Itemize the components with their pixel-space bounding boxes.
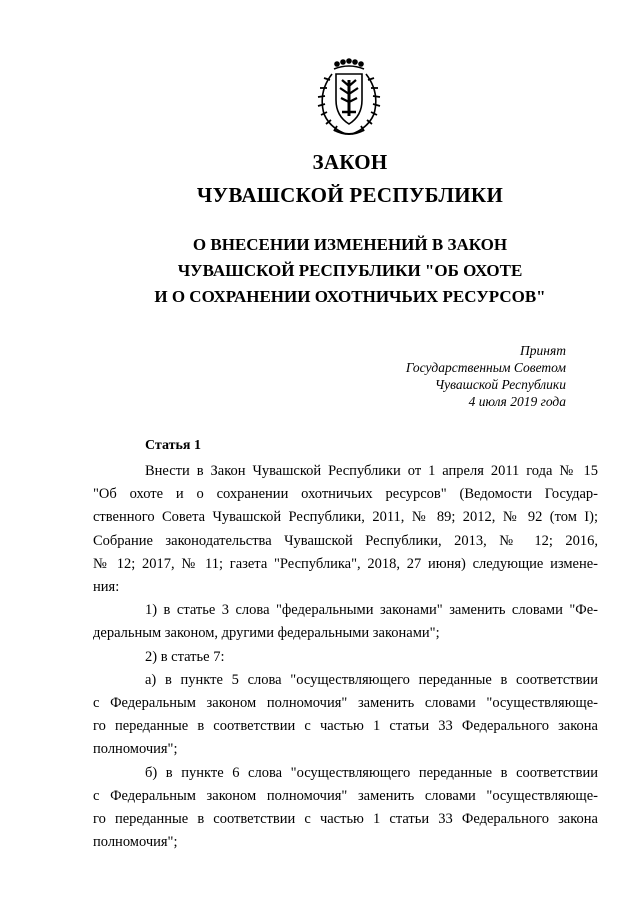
paragraph — [93, 460, 598, 599]
text-line: Собрание законодательства Чувашской Республики, 2013, № 12; 2016, — [93, 532, 598, 549]
law-subtitle-line-3: И О СОХРАНЕНИИ ОХОТНИЧЬИХ РЕСУРСОВ" — [154, 287, 546, 306]
paragraph — [93, 599, 598, 645]
text-line: го переданные в соответствии с частью 1 статьи 33 Федерального закона — [93, 811, 598, 828]
text-line: б) в пункте 6 слова "осуществляющего переданные в соответствии — [145, 764, 598, 781]
republic-title: ЧУВАШСКОЙ РЕСПУБЛИКИ — [196, 183, 504, 207]
paragraph — [93, 646, 598, 669]
law-title: ЗАКОН — [312, 150, 388, 174]
text-line: № 12; 2017, № 11; газета "Республика", 2018, 27 июня) следующие измене- — [93, 555, 598, 572]
paragraph — [93, 762, 598, 855]
adoption-line: Чувашской Республики — [434, 377, 566, 392]
article-body — [93, 460, 598, 854]
paragraph — [93, 669, 598, 762]
text-line: ственного Совета Чувашской Республики, 2011, № 89; 2012, № 92 (том I); — [93, 509, 598, 526]
text-line: с Федеральным законом полномочия" заменить словами "осуществляюще- — [93, 695, 598, 712]
law-subtitle-line-1: О ВНЕСЕНИИ ИЗМЕНЕНИЙ В ЗАКОН — [192, 235, 508, 254]
text-line: ния: — [93, 579, 120, 596]
adoption-line: Принят — [520, 343, 566, 358]
text-line: "Об охоте и о сохранении охотничьих ресурсов" (Ведомости Государ- — [93, 486, 598, 503]
adoption-date: 4 июля 2019 года — [468, 394, 566, 409]
text-line: 1) в статье 3 слова "федеральными законами" заменить словами "Фе- — [145, 602, 598, 619]
adoption-line: Государственным Советом — [405, 360, 566, 375]
text-line: деральным законом, другими федеральными законами"; — [93, 625, 440, 642]
text-line: с Федеральным законом полномочия" заменить словами "осуществляюще- — [93, 787, 598, 804]
adoption-note — [380, 342, 566, 410]
text-line: а) в пункте 5 слова "осуществляющего переданные в соответствии — [145, 671, 598, 688]
text-line: полномочия"; — [93, 741, 178, 758]
law-subtitle-line-2: ЧУВАШСКОЙ РЕСПУБЛИКИ "ОБ ОХОТЕ — [177, 261, 523, 280]
text-line: го переданные в соответствии с частью 1 статьи 33 Федерального закона — [93, 718, 598, 735]
text-line: полномочия"; — [93, 834, 178, 851]
text-line: 2) в статье 7: — [145, 648, 225, 665]
coat-of-arms-emblem — [312, 58, 386, 140]
text-line: Внести в Закон Чувашской Республики от 1 апреля 2011 года № 15 — [145, 463, 598, 479]
article-heading: Статья 1 — [145, 438, 201, 453]
